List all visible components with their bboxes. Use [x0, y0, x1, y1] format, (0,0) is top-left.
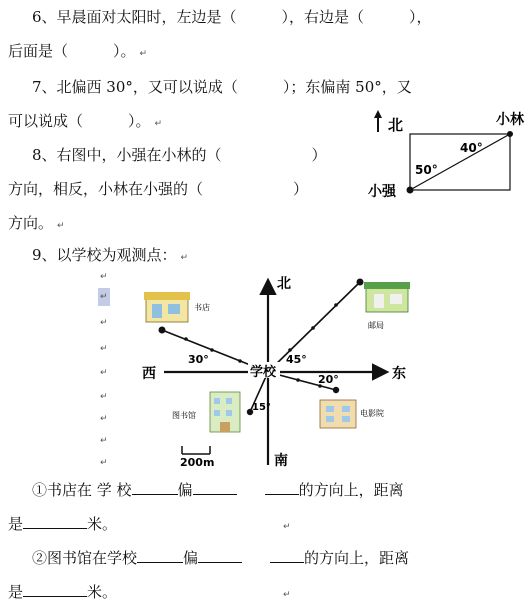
q6-line1: 6、早晨面对太阳时，左边是（ ），右边是（ ），: [32, 8, 432, 26]
item1-line2: 是 米。 ↵: [8, 515, 291, 533]
return-mark: ↵: [139, 49, 148, 59]
angle-50-label: 50°: [415, 163, 438, 177]
blank-field[interactable]: [137, 548, 183, 563]
blank-field[interactable]: [23, 582, 87, 597]
blank-field[interactable]: [132, 480, 178, 495]
blank-field[interactable]: [265, 480, 299, 495]
xiaoqiang-point: [407, 187, 414, 194]
south-label: 南: [274, 453, 288, 469]
angle-20-label: 20°: [318, 373, 339, 386]
angle-15-label: 15°: [252, 402, 271, 413]
north-arrow-icon: [374, 110, 382, 132]
cinema-icon: [320, 400, 356, 428]
q7-line1: 7、北偏西 30°，又可以说成（ ）；东偏南 50°，又: [32, 78, 412, 96]
return-mark: ↵: [180, 253, 189, 263]
return-mark: ↵: [283, 522, 291, 532]
return-mark: ↵: [100, 392, 108, 402]
return-mark: ↵: [100, 292, 108, 302]
return-mark: ↵: [100, 458, 108, 468]
q7-line2: 可以说成（ ）。 ↵: [8, 112, 163, 130]
q8-line3: 方向。 ↵: [8, 214, 65, 232]
north-label: 北: [388, 116, 404, 134]
blank-field[interactable]: [23, 514, 87, 529]
q6-line2: 后面是（ ）。 ↵: [8, 42, 148, 60]
item2-line1: ②图书馆在学校 偏 的方向上，距离: [32, 549, 410, 567]
return-mark: ↵: [100, 344, 108, 354]
return-mark: ↵: [100, 414, 108, 424]
return-mark: ↵: [57, 221, 65, 231]
blank-field[interactable]: [193, 480, 237, 495]
blank-field[interactable]: [198, 548, 242, 563]
return-mark: ↵: [100, 272, 108, 282]
return-mark: ↵: [100, 368, 108, 378]
q8-diagram: [362, 104, 527, 200]
scale-label: 200m: [180, 456, 215, 469]
q8-line1: 8、右图中，小强在小林的（ ）: [32, 146, 327, 164]
north-label: 北: [277, 276, 291, 292]
post-office-label: 邮局: [368, 321, 384, 330]
item1-line1: ①书店在 学 校 偏 的方向上，距离: [32, 481, 404, 499]
xiaolin-label: 小林: [496, 112, 524, 128]
angle-45-label: 45°: [286, 353, 307, 366]
east-label: 东: [392, 366, 406, 382]
bookstore-label: 书店: [194, 303, 210, 312]
angle-40-label: 40°: [460, 141, 483, 155]
q8-line2: 方向，相反，小林在小强的（ ）: [8, 180, 309, 198]
library-label: 图书馆: [172, 411, 196, 420]
cinema-label: 电影院: [360, 409, 384, 418]
post-office-icon: [364, 282, 410, 312]
west-label: 西: [142, 366, 156, 382]
return-mark: ↵: [283, 590, 291, 600]
q9-title: 9、以学校为观测点： ↵: [32, 246, 189, 264]
item2-line2: 是 米。 ↵: [8, 583, 291, 601]
xiaolin-point: [507, 131, 513, 137]
direction-map: [130, 270, 420, 475]
bookstore-icon: [144, 292, 190, 322]
school-label: 学校: [250, 365, 277, 380]
return-mark: ↵: [100, 436, 108, 446]
blank-field[interactable]: [270, 548, 304, 563]
library-icon: [210, 392, 240, 432]
return-mark: ↵: [100, 318, 108, 328]
scale-bar: [182, 446, 210, 454]
xiaoqiang-label: 小强: [368, 184, 396, 200]
angle-30-label: 30°: [188, 353, 209, 366]
return-mark: ↵: [154, 119, 163, 129]
